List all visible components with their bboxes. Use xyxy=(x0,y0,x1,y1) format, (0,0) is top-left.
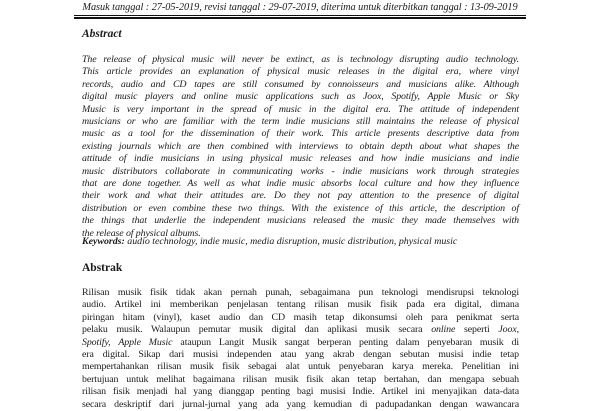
text-run: bertujuan untuk melihat bagaimana rilisan musik fisik akan tetap bertahan, dan mengapa sebuah xyxy=(82,373,519,385)
keywords-line xyxy=(82,236,522,247)
abstrak-line xyxy=(82,386,519,398)
italic-term: online xyxy=(431,324,456,336)
header-rule-thin xyxy=(74,15,526,16)
text-run: Rilisan musik fisik tidak akan pernah punah, sebagaimana pun teknologi mendisrupsi teknologi xyxy=(82,287,519,298)
abstract-line: that are done together. As well as what indie music absorbs local culture and how they influence xyxy=(82,178,519,190)
abstract-paragraph xyxy=(82,54,519,240)
keywords-label: Keywords: xyxy=(82,236,125,247)
abstract-line: This article provides an explanation of physical music releases in the digital era, where vinyl xyxy=(82,66,519,78)
abstrak-line xyxy=(82,337,519,349)
abstract-line: distribution or even combine these two things. With the existence of this article, the description of xyxy=(82,202,519,214)
text-run: piringan hitam (vinyl), kaset audio dan CD masih tetap dikonsumsi oleh para penikmat serta xyxy=(82,311,519,323)
abstrak-line xyxy=(82,349,519,361)
text-run: audio. Artikel ini memberikan penjelasan tentang rilisan musik fisik pada era digital, dimana xyxy=(82,299,519,311)
abstrak-line xyxy=(82,374,519,386)
abstract-line: music distributors collaborate in communicating works - indie musicians work through strategies xyxy=(82,165,519,177)
abstract-line: digital music players and online music applications such as Joox, Spotify, Apple Music or Sky xyxy=(82,91,519,103)
abstrak-paragraph xyxy=(82,287,519,411)
text-run: era digital. Sikap dari musisi independen atau yang akrab dengan sebutan musisi indie tetap xyxy=(82,349,519,361)
text-run: ataupun Langit Musik sangat berperan penting dalam penyebaran musik di xyxy=(172,336,519,348)
italic-term: Joox, xyxy=(498,324,519,336)
abstrak-line xyxy=(82,324,519,336)
text-run: secara deskriptif dari jurnal-jurnal yang ada yang kemudian di padupadankan dengan wawancara xyxy=(82,398,519,410)
abstract-line: attitude of indie musicians in using physical music releases and how indie musicians and indie xyxy=(82,153,519,165)
abstrak-line xyxy=(82,287,519,299)
abstract-line: music as a tool for the dissemination of their work. This article presents descriptive data from xyxy=(82,128,519,140)
abstrak-heading: Abstrak xyxy=(82,262,123,274)
abstract-heading: Abstract xyxy=(82,28,122,40)
abstrak-line xyxy=(82,361,519,373)
header-rule-thick xyxy=(74,17,526,19)
text-run: pelaku musik. Walaupun pemutar musik digital dan aplikasi musik secara xyxy=(82,324,432,336)
abstract-line: Music is very important in the spread of music in the digital era. The attitude of independent xyxy=(82,103,519,115)
text-run: mempertahankan rilisan musik fisik sebagai alat untuk penyebaran karya mereka. Penelitian ini xyxy=(82,361,519,373)
abstract-line: The release of physical music will never be extinct, as is technology disrupting audio technology. xyxy=(82,54,519,65)
abstract-line: the release of physical albums. xyxy=(82,227,201,239)
abstrak-line xyxy=(82,399,519,411)
italic-term: Spotify, Apple Music xyxy=(82,336,173,348)
abstract-line: musicians or who are familiar with the term indie musicians still maintains the release of physical xyxy=(82,116,519,128)
keywords-text: audio technology, indie music, media disruption, music distribution, physical music xyxy=(124,236,458,247)
abstract-line: records, audio and CD tapes are still consumed by connoisseurs and musicians alike. Although xyxy=(82,78,519,90)
abstrak-line xyxy=(82,312,519,324)
abstract-line: their work and what their attitudes are. Do they not pay attention to the presence of digital xyxy=(82,190,519,202)
text-run: rilisan fisik menjadi hal yang dianggap penting bagi musisi Indie. Artikel ini menyajikan data-data xyxy=(82,386,519,398)
abstract-line: the things that underlie the independent musicians released the music they made themselves with xyxy=(82,215,519,227)
text-run: seperti xyxy=(455,324,499,336)
abstract-line: existing journals which are then combined with interviews to obtain depth about what shapes the xyxy=(82,140,519,152)
abstrak-line xyxy=(82,299,519,311)
submission-dates: Masuk tanggal : 27-05-2019, revisi tanggal : 29-07-2019, diterima untuk diterbitkan tanggal : 13-09-2019 xyxy=(82,2,518,13)
